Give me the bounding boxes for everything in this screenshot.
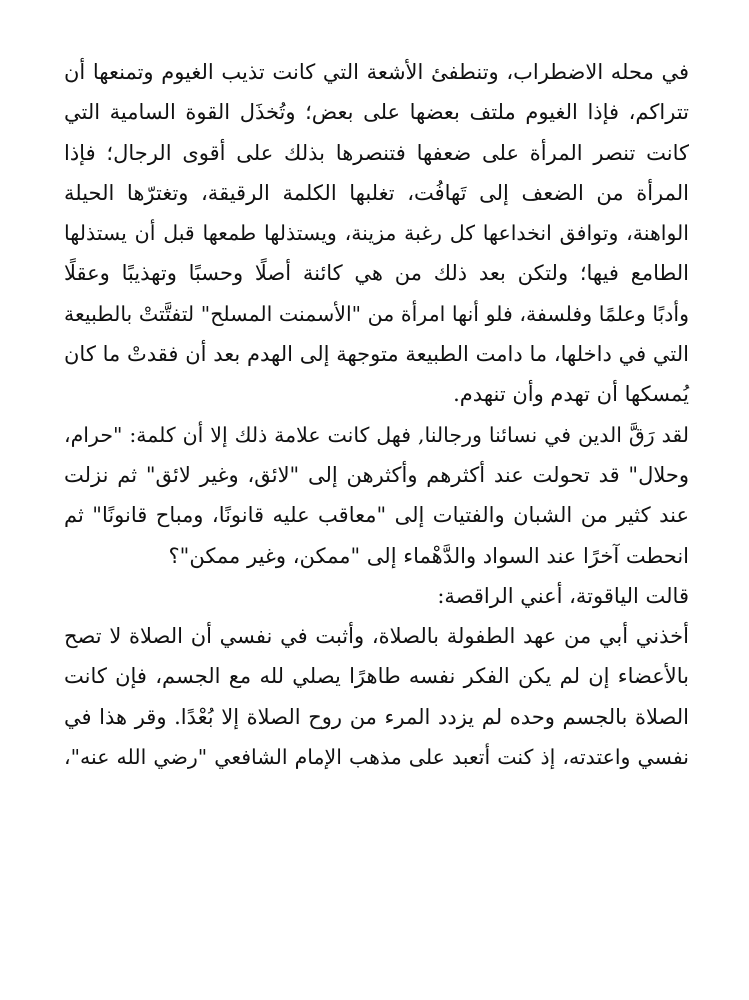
text-line: قالت الياقوتة، أعني الراقصة: — [437, 583, 689, 608]
text-line: يُمسكها أن تهدم وأن تنهدم. — [453, 382, 689, 407]
document-body — [64, 52, 689, 777]
text-line: الصلاة بالجسم وحده لم يزدد المرء من روح الصلاة إلا بُعْدًا. وقر هذا في — [64, 704, 689, 729]
text-line: في محله الاضطراب، وتنطفئ الأشعة التي كانت تذيب الغيوم وتمنعها أن — [64, 60, 689, 84]
text-line: نفسي واعتدته، إذ كنت أتعبد على مذهب الإمام الشافعي "رضي الله عنه"، — [64, 745, 689, 770]
text-line: المرأة من الضعف إلى تَهافُت، تغلبها الكلمة الرقيقة، وتغترّها الحيلة — [64, 180, 689, 205]
text-line: بالأعضاء إن لم يكن الفكر نفسه طاهرًا يصلي لله مع الجسم، فإن كانت — [64, 664, 689, 689]
text-line: أخذني أبي من عهد الطفولة بالصلاة، وأثبت في نفسي أن الصلاة لا تصح — [64, 624, 689, 649]
text-line: الواهنة، وتوافق انخداعها كل رغبة مزينة، ويستذلها طمعها قبل أن يستذلها — [64, 221, 689, 246]
text-line: تتراكم، فإذا الغيوم ملتف بعضها على بعض؛ وتُخذَل القوة السامية التي — [64, 100, 689, 125]
text-line: انحطت آخرًا عند السواد والدَّهْماء إلى "ممكن، وغير ممكن"؟ — [168, 543, 689, 568]
text-line: وأدبًا وعلمًا وفلسفة، فلو أنها امرأة من "الأسمنت المسلح" لتفتَّتتْ بالطبيعة — [64, 301, 689, 326]
text-line: عند كثير من الشبان والفتيات إلى "معاقب عليه قانونًا، ومباح قانونًا" ثم — [64, 503, 689, 528]
text-line: الطامع فيها؛ ولتكن بعد ذلك من هي كائنة أصلًا وحسبًا وتهذيبًا وعقلًا — [64, 261, 689, 286]
text-line: لقد رَقَّ الدين في نسائنا ورجالنا, فهل كانت علامة ذلك إلا أن كلمة: "حرام، — [64, 422, 689, 447]
text-line: التي في داخلها، ما دامت الطبيعة متوجهة إلى الهدم بعد أن فقدتْ ما كان — [64, 342, 689, 367]
text-line: كانت تنصر المرأة على ضعفها فتنصرها بذلك على أقوى الرجال؛ فإذا — [64, 140, 689, 165]
text-line: وحلال" قد تحولت عند أكثرهم وأكثرهن إلى "لائق، وغير لائق" ثم نزلت — [64, 462, 689, 487]
